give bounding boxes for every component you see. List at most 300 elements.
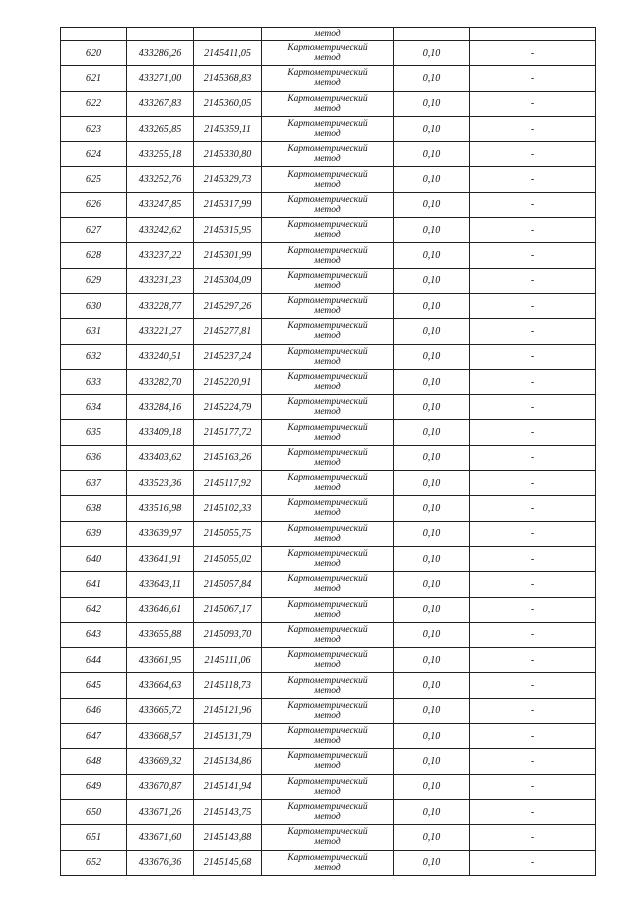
method-line-2: метод (314, 584, 341, 595)
method-line-2: метод (314, 837, 341, 848)
method-line-1: Картометрический (287, 852, 368, 863)
method-cell (262, 648, 394, 673)
note-cell: - (470, 66, 596, 91)
method-line-2: метод (314, 78, 341, 89)
method-line-1: Картометрический (287, 422, 368, 433)
method-line-2: метод (314, 660, 341, 671)
method-cell (262, 673, 394, 698)
y-coordinate-cell: 2145055,75 (194, 521, 262, 546)
method-cell (262, 344, 394, 369)
accuracy-cell: 0,10 (394, 268, 470, 293)
table-row (61, 369, 596, 394)
method-line-2: метод (314, 432, 341, 443)
method-cell (262, 445, 394, 470)
method-cell (262, 369, 394, 394)
accuracy-cell: 0,10 (394, 243, 470, 268)
accuracy-cell: 0,10 (394, 167, 470, 192)
note-cell: - (470, 597, 596, 622)
note-cell: - (470, 799, 596, 824)
accuracy-cell: 0,10 (394, 293, 470, 318)
accuracy-cell: 0,10 (394, 445, 470, 470)
method-cell (262, 395, 394, 420)
table-row (61, 395, 596, 420)
table-row (61, 471, 596, 496)
accuracy-cell: 0,10 (394, 496, 470, 521)
method-line-1: Картометрический (287, 675, 368, 686)
point-number-cell: 644 (61, 648, 127, 673)
table-row (61, 521, 596, 546)
table-row (61, 243, 596, 268)
table-row (61, 572, 596, 597)
note-cell: - (470, 395, 596, 420)
method-cell (262, 698, 394, 723)
note-cell: - (470, 167, 596, 192)
method-line-2: метод (314, 533, 341, 544)
table-row (61, 546, 596, 571)
method-cell (262, 597, 394, 622)
method-cell (262, 774, 394, 799)
x-coordinate-cell: 433668,57 (127, 724, 194, 749)
point-number-cell: 640 (61, 546, 127, 571)
y-coordinate-cell: 2145315,95 (194, 218, 262, 243)
accuracy-cell: 0,10 (394, 597, 470, 622)
accuracy-cell: 0,10 (394, 648, 470, 673)
method-line-1: Картометрический (287, 372, 368, 382)
method-line-2: метод (314, 255, 341, 266)
table-row (61, 749, 596, 774)
accuracy-cell: 0,10 (394, 622, 470, 647)
method-cell (262, 293, 394, 318)
empty-cell (194, 28, 262, 41)
x-coordinate-cell: 433403,62 (127, 445, 194, 470)
method-line-1: Картометрический (287, 523, 368, 534)
note-cell: - (470, 192, 596, 217)
x-coordinate-cell: 433671,60 (127, 825, 194, 850)
x-coordinate-cell: 433242,62 (127, 218, 194, 243)
accuracy-cell: 0,10 (394, 774, 470, 799)
note-cell: - (470, 673, 596, 698)
x-coordinate-cell: 433664,63 (127, 673, 194, 698)
method-line-2: метод (314, 407, 341, 418)
method-cell (262, 572, 394, 597)
method-line-1: Картометрический (287, 726, 368, 737)
y-coordinate-cell: 2145111,06 (194, 648, 262, 673)
point-number-cell: 652 (61, 850, 127, 875)
method-cell (262, 192, 394, 217)
point-number-cell: 645 (61, 673, 127, 698)
accuracy-cell: 0,10 (394, 825, 470, 850)
method-cell-fragment (262, 28, 394, 41)
y-coordinate-cell: 2145055,02 (194, 546, 262, 571)
method-line-2: метод (314, 812, 341, 823)
x-coordinate-cell: 433284,16 (127, 395, 194, 420)
note-cell: - (470, 243, 596, 268)
x-coordinate-cell: 433661,95 (127, 648, 194, 673)
method-cell (262, 622, 394, 647)
x-coordinate-cell: 433646,61 (127, 597, 194, 622)
point-number-cell: 622 (61, 91, 127, 116)
method-line-2: метод (314, 634, 341, 645)
table-row (61, 116, 596, 141)
point-number-cell: 643 (61, 622, 127, 647)
method-line-2: метод (314, 609, 341, 620)
x-coordinate-cell: 433643,11 (127, 572, 194, 597)
table-row (61, 597, 596, 622)
table-row (61, 673, 596, 698)
note-cell: - (470, 344, 596, 369)
method-line-2: метод (314, 129, 341, 140)
x-coordinate-cell: 433237,22 (127, 243, 194, 268)
point-number-cell: 642 (61, 597, 127, 622)
method-cell (262, 724, 394, 749)
note-cell: - (470, 369, 596, 394)
x-coordinate-cell: 433639,97 (127, 521, 194, 546)
accuracy-cell: 0,10 (394, 116, 470, 141)
x-coordinate-cell: 433231,23 (127, 268, 194, 293)
method-line-2: метод (314, 230, 341, 241)
method-line-1: Картометрический (287, 119, 368, 130)
x-coordinate-cell: 433676,36 (127, 850, 194, 875)
y-coordinate-cell: 2145163,26 (194, 445, 262, 470)
point-number-cell: 620 (61, 41, 127, 66)
method-line-1: Картометрический (287, 498, 368, 509)
note-cell: - (470, 572, 596, 597)
accuracy-cell: 0,10 (394, 572, 470, 597)
accuracy-cell: 0,10 (394, 698, 470, 723)
point-number-cell: 624 (61, 142, 127, 167)
y-coordinate-cell: 2145277,81 (194, 319, 262, 344)
point-number-cell: 636 (61, 445, 127, 470)
accuracy-cell: 0,10 (394, 749, 470, 774)
accuracy-cell: 0,10 (394, 724, 470, 749)
note-cell: - (470, 850, 596, 875)
point-number-cell: 629 (61, 268, 127, 293)
accuracy-cell: 0,10 (394, 395, 470, 420)
note-cell: - (470, 496, 596, 521)
note-cell: - (470, 445, 596, 470)
accuracy-cell: 0,10 (394, 142, 470, 167)
method-line-2: метод (314, 280, 341, 291)
y-coordinate-cell: 2145237,24 (194, 344, 262, 369)
table-row (61, 344, 596, 369)
method-line-1: Картометрический (287, 346, 368, 357)
accuracy-cell: 0,10 (394, 471, 470, 496)
table-row (61, 799, 596, 824)
x-coordinate-cell: 433516,98 (127, 496, 194, 521)
point-number-cell: 637 (61, 471, 127, 496)
table-row (61, 192, 596, 217)
point-number-cell: 630 (61, 293, 127, 318)
method-line-1: Картометрический (287, 144, 368, 155)
y-coordinate-cell: 2145330,80 (194, 142, 262, 167)
x-coordinate-cell: 433228,77 (127, 293, 194, 318)
method-line-1: Картометрический (287, 549, 368, 560)
accuracy-cell: 0,10 (394, 850, 470, 875)
y-coordinate-cell: 2145177,72 (194, 420, 262, 445)
note-cell: - (470, 698, 596, 723)
method-cell (262, 218, 394, 243)
point-number-cell: 631 (61, 319, 127, 344)
x-coordinate-cell: 433267,83 (127, 91, 194, 116)
x-coordinate-cell: 433255,18 (127, 142, 194, 167)
method-cell (262, 825, 394, 850)
table-row (61, 142, 596, 167)
y-coordinate-cell: 2145297,26 (194, 293, 262, 318)
note-cell: - (470, 622, 596, 647)
y-coordinate-cell: 2145093,70 (194, 622, 262, 647)
method-cell (262, 116, 394, 141)
note-cell: - (470, 825, 596, 850)
method-cell (262, 91, 394, 116)
note-cell: - (470, 471, 596, 496)
method-cell (262, 420, 394, 445)
accuracy-cell: 0,10 (394, 521, 470, 546)
method-cell (262, 749, 394, 774)
y-coordinate-cell: 2145359,11 (194, 116, 262, 141)
note-cell: - (470, 268, 596, 293)
point-number-cell: 628 (61, 243, 127, 268)
accuracy-cell: 0,10 (394, 673, 470, 698)
empty-cell (470, 28, 596, 41)
method-line-1: Картометрический (287, 700, 368, 711)
method-cell (262, 142, 394, 167)
note-cell: - (470, 749, 596, 774)
y-coordinate-cell: 2145317,99 (194, 192, 262, 217)
table-row (61, 825, 596, 850)
point-number-cell: 646 (61, 698, 127, 723)
table-row (61, 774, 596, 799)
empty-cell (61, 28, 127, 41)
x-coordinate-cell: 433655,88 (127, 622, 194, 647)
point-number-cell: 648 (61, 749, 127, 774)
accuracy-cell: 0,10 (394, 66, 470, 91)
note-cell: - (470, 116, 596, 141)
x-coordinate-cell: 433247,85 (127, 192, 194, 217)
y-coordinate-cell: 2145143,88 (194, 825, 262, 850)
point-number-cell: 634 (61, 395, 127, 420)
method-line-1: Картометрический (287, 296, 368, 307)
method-line-1: Картометрический (287, 650, 368, 661)
accuracy-cell: 0,10 (394, 91, 470, 116)
x-coordinate-cell: 433665,72 (127, 698, 194, 723)
method-line-2: метод (314, 179, 341, 190)
point-number-cell: 632 (61, 344, 127, 369)
x-coordinate-cell: 433670,87 (127, 774, 194, 799)
y-coordinate-cell: 2145301,99 (194, 243, 262, 268)
empty-cell (127, 28, 194, 41)
accuracy-cell: 0,10 (394, 319, 470, 344)
method-line-1: Картометрический (287, 43, 368, 54)
point-number-cell: 649 (61, 774, 127, 799)
note-cell: - (470, 218, 596, 243)
method-line-1: Картометрический (287, 245, 368, 256)
note-cell: - (470, 521, 596, 546)
method-line-1: Картометрический (287, 574, 368, 585)
method-line-1: Картометрический (287, 270, 368, 281)
method-line-2: метод (314, 508, 341, 519)
method-line-2: метод (314, 862, 341, 873)
y-coordinate-cell: 2145057,84 (194, 572, 262, 597)
point-number-cell: 638 (61, 496, 127, 521)
method-line-1: Картометрический (287, 776, 368, 787)
method-line-1: Картометрический (287, 93, 368, 104)
y-coordinate-cell: 2145411,05 (194, 41, 262, 66)
point-number-cell: 633 (61, 369, 127, 394)
method-line-1: Картометрический (287, 169, 368, 180)
note-cell: - (470, 293, 596, 318)
point-number-cell: 641 (61, 572, 127, 597)
point-number-cell: 627 (61, 218, 127, 243)
y-coordinate-cell: 2145118,73 (194, 673, 262, 698)
point-number-cell: 621 (61, 66, 127, 91)
x-coordinate-cell: 433669,32 (127, 749, 194, 774)
x-coordinate-cell: 433265,85 (127, 116, 194, 141)
table-row (61, 496, 596, 521)
method-line-2: метод (314, 736, 341, 747)
y-coordinate-cell: 2145329,73 (194, 167, 262, 192)
method-line-2: метод (314, 559, 341, 570)
table-row (61, 698, 596, 723)
y-coordinate-cell: 2145102,33 (194, 496, 262, 521)
method-line-2: метод (314, 710, 341, 721)
method-cell (262, 268, 394, 293)
method-line-2: метод (314, 204, 341, 215)
y-coordinate-cell: 2145360,05 (194, 91, 262, 116)
point-number-cell: 651 (61, 825, 127, 850)
coordinates-table (60, 27, 596, 876)
accuracy-cell: 0,10 (394, 41, 470, 66)
point-number-cell: 625 (61, 167, 127, 192)
x-coordinate-cell: 433221,27 (127, 319, 194, 344)
coordinates-table-body (61, 28, 596, 876)
method-line-1: Картометрический (287, 321, 368, 332)
method-line-2: метод (314, 154, 341, 165)
method-cell (262, 319, 394, 344)
method-cell (262, 41, 394, 66)
accuracy-cell: 0,10 (394, 420, 470, 445)
method-line-2: метод (314, 685, 341, 696)
y-coordinate-cell: 2145067,17 (194, 597, 262, 622)
note-cell: - (470, 724, 596, 749)
accuracy-cell: 0,10 (394, 799, 470, 824)
method-cell (262, 66, 394, 91)
method-line-1: Картометрический (287, 447, 368, 458)
y-coordinate-cell: 2145131,79 (194, 724, 262, 749)
method-line-2: метод (314, 306, 341, 317)
y-coordinate-cell: 2145121,96 (194, 698, 262, 723)
table-row (61, 420, 596, 445)
table-row (61, 66, 596, 91)
point-number-cell: 647 (61, 724, 127, 749)
method-line-1: Картометрический (287, 397, 368, 408)
method-line-2: метод (314, 103, 341, 114)
method-line-1: Картометрический (287, 802, 368, 813)
point-number-cell: 635 (61, 420, 127, 445)
method-cell (262, 167, 394, 192)
accuracy-cell: 0,10 (394, 546, 470, 571)
method-cell (262, 471, 394, 496)
method-line-1: Картометрический (287, 751, 368, 762)
method-cell (262, 850, 394, 875)
y-coordinate-cell: 2145368,83 (194, 66, 262, 91)
note-cell: - (470, 41, 596, 66)
method-line-1: Картометрический (287, 473, 368, 484)
continued-row (61, 28, 596, 41)
method-line-2: метод (314, 382, 341, 392)
x-coordinate-cell: 433240,51 (127, 344, 194, 369)
table-row (61, 293, 596, 318)
method-cell (262, 546, 394, 571)
method-line-2: метод (314, 786, 341, 797)
accuracy-cell: 0,10 (394, 192, 470, 217)
method-line-2: метод (314, 53, 341, 64)
table-row (61, 91, 596, 116)
accuracy-cell: 0,10 (394, 344, 470, 369)
table-row (61, 319, 596, 344)
method-line-2: метод (314, 483, 341, 494)
note-cell: - (470, 91, 596, 116)
table-row (61, 167, 596, 192)
x-coordinate-cell: 433282,70 (127, 369, 194, 394)
y-coordinate-cell: 2145141,94 (194, 774, 262, 799)
note-cell: - (470, 546, 596, 571)
table-row (61, 648, 596, 673)
point-number-cell: 639 (61, 521, 127, 546)
empty-cell (394, 28, 470, 41)
method-line-1: Картометрический (287, 194, 368, 205)
x-coordinate-cell: 433271,00 (127, 66, 194, 91)
x-coordinate-cell: 433252,76 (127, 167, 194, 192)
table-row (61, 850, 596, 875)
accuracy-cell: 0,10 (394, 218, 470, 243)
note-cell: - (470, 420, 596, 445)
note-cell: - (470, 774, 596, 799)
method-cell (262, 496, 394, 521)
table-row (61, 445, 596, 470)
y-coordinate-cell: 2145145,68 (194, 850, 262, 875)
method-line-1: Картометрический (287, 220, 368, 231)
y-coordinate-cell: 2145143,75 (194, 799, 262, 824)
method-line-2: метод (314, 331, 341, 342)
method-cell (262, 521, 394, 546)
method-line-2: метод (314, 356, 341, 367)
method-line-2: метод (314, 761, 341, 772)
method-fragment-text: метод (314, 29, 341, 39)
method-line-1: Картометрический (287, 599, 368, 610)
method-line-1: Картометрический (287, 827, 368, 838)
x-coordinate-cell: 433409,18 (127, 420, 194, 445)
point-number-cell: 626 (61, 192, 127, 217)
table-row (61, 268, 596, 293)
method-line-2: метод (314, 457, 341, 468)
accuracy-cell: 0,10 (394, 369, 470, 394)
method-cell (262, 243, 394, 268)
y-coordinate-cell: 2145134,86 (194, 749, 262, 774)
y-coordinate-cell: 2145117,92 (194, 471, 262, 496)
method-cell (262, 799, 394, 824)
x-coordinate-cell: 433671,26 (127, 799, 194, 824)
y-coordinate-cell: 2145224,79 (194, 395, 262, 420)
x-coordinate-cell: 433286,26 (127, 41, 194, 66)
table-row (61, 218, 596, 243)
table-row (61, 724, 596, 749)
y-coordinate-cell: 2145220,91 (194, 369, 262, 394)
note-cell: - (470, 648, 596, 673)
x-coordinate-cell: 433641,91 (127, 546, 194, 571)
method-line-1: Картометрический (287, 68, 368, 79)
y-coordinate-cell: 2145304,09 (194, 268, 262, 293)
table-row (61, 41, 596, 66)
